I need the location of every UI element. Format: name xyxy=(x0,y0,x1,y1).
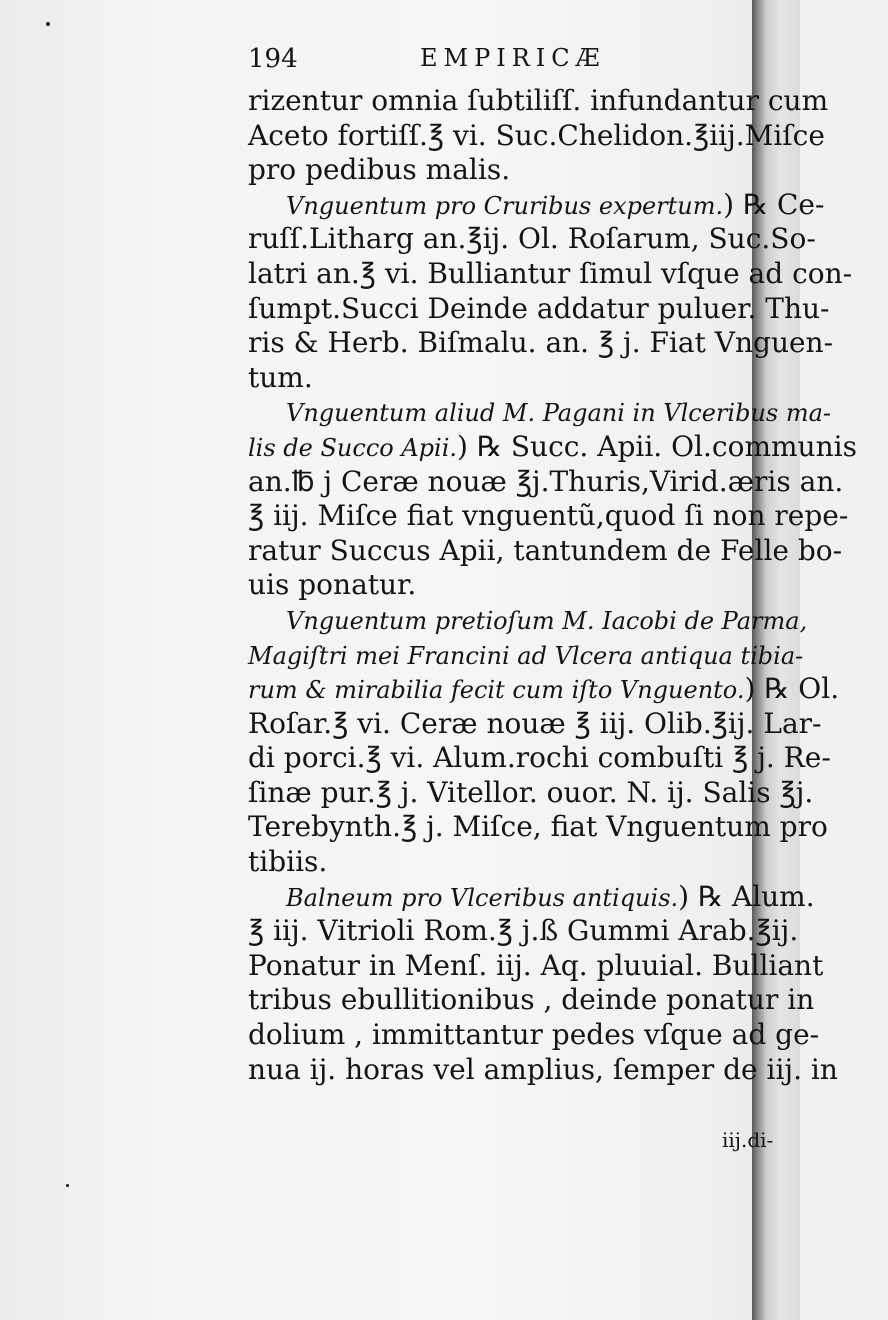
recipe-title: Vnguentum pretioſum M. Iacobi de Parma, xyxy=(286,606,808,635)
text-line xyxy=(248,1053,888,1088)
text-line xyxy=(248,430,888,465)
text-line xyxy=(248,188,888,223)
line-text: Ponatur in Menſ. iij. Aq. pluuial. Bulliant xyxy=(248,948,824,982)
line-text: ) ℞ Succ. Apii. Ol.communis xyxy=(457,429,857,463)
line-text: latri an.℥ vi. Bulliantur ſimul vſque ad con- xyxy=(248,256,853,290)
page-header xyxy=(248,44,768,84)
line-text: ) ℞ Ce- xyxy=(723,187,825,221)
text-line xyxy=(248,638,888,673)
text-line xyxy=(248,949,888,984)
line-text: Aceto fortiſſ.℥ vi. Suc.Chelidon.℥iij.Miſce xyxy=(248,118,825,152)
line-text: tum. xyxy=(248,360,313,394)
body-text xyxy=(248,84,888,1087)
ink-speck xyxy=(66,1184,69,1187)
text-line xyxy=(248,741,888,776)
line-text: ) ℞ Ol. xyxy=(744,672,840,706)
text-line xyxy=(248,153,888,188)
line-text: uis ponatur. xyxy=(248,568,417,602)
text-line xyxy=(248,1018,888,1053)
text-line xyxy=(248,568,888,603)
text-line xyxy=(248,845,888,880)
text-line xyxy=(248,810,888,845)
text-line xyxy=(248,326,888,361)
ink-speck xyxy=(46,22,50,26)
recipe-title: Vnguentum aliud M. Pagani in Vlceribus ma- xyxy=(286,399,832,428)
line-text: Terebynth.℥ j. Miſce, fiat Vnguentum pro xyxy=(248,810,828,844)
line-text: pro pedibus malis. xyxy=(248,153,511,187)
line-text: di porci.℥ vi. Alum.rochi combuſti ℥ j. Re- xyxy=(248,741,831,775)
text-line xyxy=(248,84,888,119)
line-text: nua ij. horas vel amplius, ſemper de iij. in xyxy=(248,1052,838,1086)
line-text: ſumpt.Succi Deinde addatur puluer. Thu- xyxy=(248,291,830,325)
line-text: ℥ iij. Miſce fiat vnguentũ,quod ſi non repe- xyxy=(248,499,849,533)
line-text: ℥ iij. Vitrioli Rom.℥ j.ß Gummi Arab.℥ij. xyxy=(248,914,799,948)
line-text: ruſſ.Litharg an.℥ij. Ol. Roſarum, Suc.So- xyxy=(248,222,816,256)
recipe-title: Balneum pro Vlceribus antiquis. xyxy=(286,883,679,912)
catchword: iij.di- xyxy=(722,1128,774,1152)
recipe-title: Magiſtri mei Francini ad Vlcera antiqua tibia- xyxy=(248,641,804,670)
text-line xyxy=(248,395,888,430)
text-line xyxy=(248,914,888,949)
line-text: tibiis. xyxy=(248,845,328,879)
text-line xyxy=(248,292,888,327)
line-text: Roſar.℥ vi. Ceræ nouæ ℥ iij. Olib.℥ij. Lar- xyxy=(248,706,822,740)
text-line xyxy=(248,222,888,257)
text-line xyxy=(248,499,888,534)
text-line xyxy=(248,361,888,396)
text-line xyxy=(248,776,888,811)
text-line xyxy=(248,603,888,638)
text-line xyxy=(248,465,888,500)
line-text: an.℔ j Ceræ nouæ ℥j.Thuris,Virid.æris an. xyxy=(248,464,844,498)
text-line xyxy=(248,257,888,292)
recipe-title: lis de Succo Apii. xyxy=(248,433,458,462)
text-line xyxy=(248,707,888,742)
recipe-title: Vnguentum pro Cruribus expertum. xyxy=(286,191,724,220)
line-text: ſinæ pur.℥ j. Vitellor. ouor. N. ij. Salis ℥j. xyxy=(248,775,814,809)
text-line xyxy=(248,534,888,569)
line-text: ris & Herb. Biſmalu. an. ℥ j. Fiat Vnguen- xyxy=(248,326,834,360)
running-title: EMPIRICÆ xyxy=(420,44,606,72)
text-line xyxy=(248,672,888,707)
line-text: rizentur omnia ſubtiliſſ. infundantur cum xyxy=(248,84,829,117)
recipe-title: rum & mirabilia fecit cum iſto Vnguento. xyxy=(248,676,745,705)
text-line xyxy=(248,880,888,915)
page-number: 194 xyxy=(248,44,298,74)
text-line xyxy=(248,983,888,1018)
text-line xyxy=(248,119,888,154)
line-text: ratur Succus Apii, tantundem de Felle bo- xyxy=(248,533,843,567)
line-text: dolium , immittantur pedes vſque ad ge- xyxy=(248,1018,820,1052)
line-text: tribus ebullitionibus , deinde ponatur in xyxy=(248,983,815,1017)
line-text: ) ℞ Alum. xyxy=(678,879,815,913)
